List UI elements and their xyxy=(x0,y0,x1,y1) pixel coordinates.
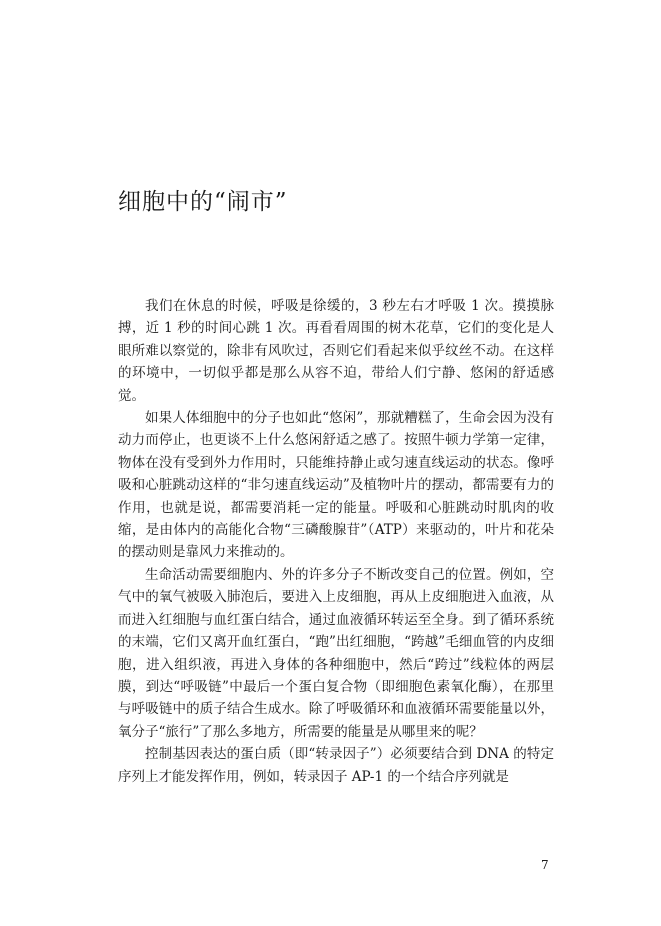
page-title: 细胞中的“闹市” xyxy=(118,189,288,215)
page-number: 7 xyxy=(541,858,549,872)
paragraph-2: 如果人体细胞中的分子也如此“悠闲”，那就糟糕了，生命会因为没有动力而停止，也更谈不上什么悠闲舒适之感了。按照牛顿力学第一定律，物体在没有受到外力作用时，只能维持静止或匀速直线运动的状态。像呼吸和心脏跳动这样的“非匀速直线运动”及植物叶片的摆动，都需要有力的作用，也就是说，都需要消耗一定的能量。呼吸和心脏跳动时肌肉的收缩，是由体内的高能化合物“三磷酸腺苷”（ATP）来驱动的，叶片和花朵的摆动则是靠风力来推动的。 xyxy=(118,410,554,561)
paragraph-3: 生命活动需要细胞内、外的许多分子不断改变自己的位置。例如，空气中的氧气被吸入肺泡后，要进入上皮细胞，再从上皮细胞进入血液，从而进入红细胞与血红蛋白结合，通过血液循环转运至全身。到了循环系统的末端，它们又离开血红蛋白，“跑”出红细胞，“跨越”毛细血管的内皮细胞，进入组织液，再进入身体的各种细胞中，然后“跨过”线粒体的两层膜，到达“呼吸链”中最后一个蛋白复合物（即细胞色素氧化酶），在那里与呼吸链中的质子结合生成水。除了呼吸循环和血液循环需要能量以外，氧分子“旅行”了那么多地方，所需要的能量是从哪里来的呢？ xyxy=(118,566,554,740)
paragraph-4: 控制基因表达的蛋白质（即“转录因子”）必须要结合到 DNA 的特定序列上才能发挥作用，例如，转录因子 AP-1 的一个结合序列就是 xyxy=(118,746,554,785)
paragraph-1: 我们在休息的时候，呼吸是徐缓的，3 秒左右才呼吸 1 次。摸摸脉搏，近 1 秒的时间心跳 1 次。再看看周围的树木花草，它们的变化是人眼所难以察觉的，除非有风吹过，否则它们看起来似乎纹丝不动。在这样的环境中，一切似乎都是那么从容不迫，带给人们宁静、悠闲的舒适感觉。 xyxy=(118,298,554,404)
body-text xyxy=(118,295,554,788)
